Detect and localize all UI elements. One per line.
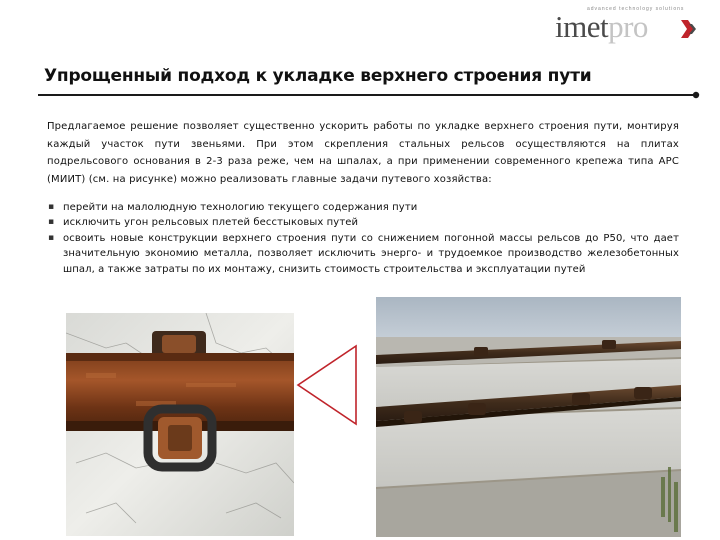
list-item (47, 231, 679, 277)
logo-tagline: advanced technology solutions (587, 6, 685, 12)
task-list (47, 200, 679, 277)
title-divider (38, 91, 700, 99)
bullet-icon: ▪ (48, 232, 55, 243)
list-item-text: исключить угон рельсовых плетей бесстыковых путей (63, 217, 359, 229)
page-title: Упрощенный подход к укладке верхнего строения пути (44, 66, 592, 86)
bullet-icon: ▪ (48, 217, 55, 228)
rail-fastener-photo (66, 313, 294, 536)
bullet-icon: ▪ (48, 202, 55, 212)
list-item (47, 215, 679, 230)
logo-word-accent: pro (608, 9, 648, 44)
double-chevron-icon (681, 20, 697, 38)
logo-word-main: imet (555, 9, 609, 44)
logo-wordmark (555, 10, 648, 44)
list-item (47, 200, 679, 215)
list-item-text: перейти на малолюдную технологию текущего содержания пути (63, 202, 418, 213)
track-slabs-photo (376, 297, 681, 537)
intro-paragraph: Предлагаемое решение позволяет существенно ускорить работы по укладке верхнего строения пути, монтируя каждый участок пути звеньями. При этом скрепления стальных рельсов осуществляются на плитах подрельсового основания в 2-3 раза реже, чем на шпалах, а при применении современного крепежа типа АРС (МИИТ) (см. на рисунке) можно реализовать главные задачи путевого хозяйства: (47, 121, 679, 185)
dot-icon (693, 92, 699, 98)
left-triangle-outline-icon (296, 344, 358, 426)
imetpro-logo (555, 6, 715, 46)
list-item-text: освоить новые конструкции верхнего строения пути со снижением погонной массы рельсов до Р50, что дает значительную экономию металла, позволяет исключить энерго- и трудоемкое производство железобетонных шпал, а также затраты по их монтажу, снизить стоимость строительства и эксплуатации путей (63, 232, 679, 275)
